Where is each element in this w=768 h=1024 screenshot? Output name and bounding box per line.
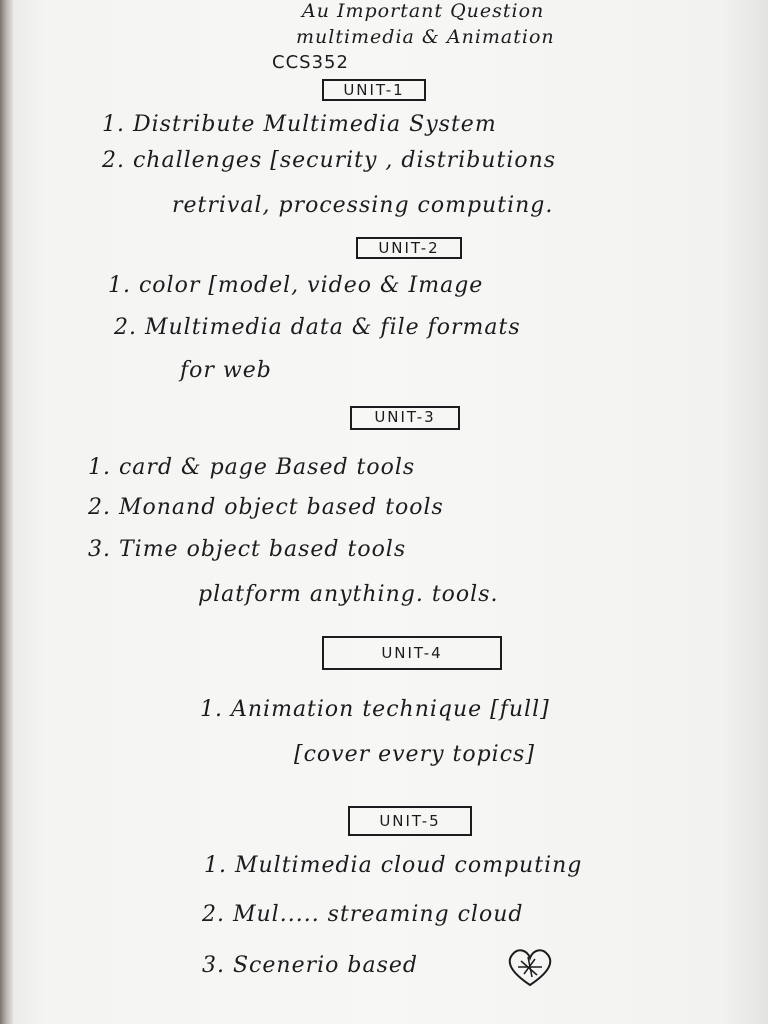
unit-2-item-1: 1. color [model, video & Image	[108, 273, 484, 298]
unit-1-heading: UNIT-1	[322, 79, 426, 101]
unit-4-heading: UNIT-4	[322, 636, 502, 670]
unit-2-heading: UNIT-2	[356, 237, 462, 259]
course-code: CCS352	[272, 52, 349, 73]
unit-3-item-2: 2. Monand object based tools	[88, 495, 444, 520]
unit-3-heading: UNIT-3	[350, 406, 460, 430]
unit-1-item-2: 2. challenges [security , distributions	[102, 148, 557, 173]
unit-4-item-1: 1. Animation technique [full]	[200, 697, 550, 722]
unit-4-item-1-cont: [cover every topics]	[294, 742, 535, 767]
unit-1-item-2-cont: retrival, processing computing.	[172, 193, 554, 218]
title-line: Au Important Question	[302, 0, 545, 22]
unit-2-item-2-cont: for web	[180, 358, 272, 383]
page-binding-edge	[0, 0, 14, 1024]
unit-2-item-2: 2. Multimedia data & file formats	[114, 315, 521, 340]
unit-1-item-1: 1. Distribute Multimedia System	[102, 112, 497, 137]
unit-3-item-1: 1. card & page Based tools	[88, 455, 416, 480]
unit-5-item-1: 1. Multimedia cloud computing	[204, 853, 583, 878]
scribble-heart-icon	[504, 945, 556, 989]
unit-5-item-3: 3. Scenerio based	[202, 953, 418, 978]
unit-3-item-3: 3. Time object based tools	[88, 537, 407, 562]
unit-3-item-3-cont: platform anything. tools.	[198, 582, 499, 607]
unit-5-item-2: 2. Mul..... streaming cloud	[202, 902, 524, 927]
subject-line: multimedia & Animation	[296, 26, 555, 48]
unit-5-heading: UNIT-5	[348, 806, 472, 836]
